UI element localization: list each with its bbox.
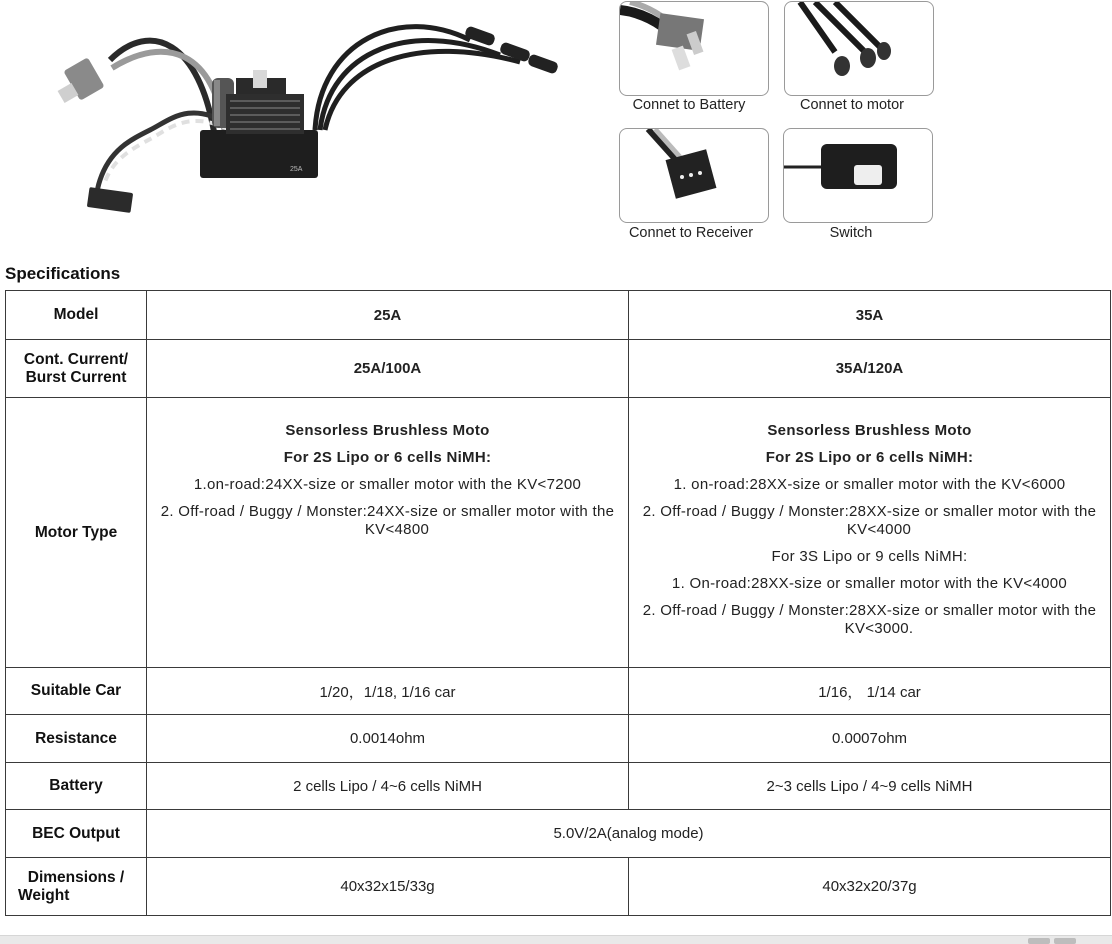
table-row-dimensions [6, 858, 1111, 916]
esc-illustration-icon [0, 0, 600, 250]
table-row-model [6, 291, 1111, 340]
dimensions-35a: 40x32x20/37g [629, 858, 1111, 916]
battery-25a: 2 cells Lipo / 4~6 cells NiMH [147, 763, 629, 810]
suitable-car-label: Suitable Car [6, 668, 147, 715]
model-25a: 25A [147, 291, 629, 340]
resistance-25a: 0.0014ohm [147, 715, 629, 763]
specifications-table [5, 290, 1111, 916]
table-row-bec-output [6, 810, 1111, 858]
table-row-suitable-car [6, 668, 1111, 715]
bec-output-label: BEC Output [6, 810, 147, 858]
resistance-label: Resistance [6, 715, 147, 763]
suitable-car-25a: 1/20，1/18, 1/16 car [147, 668, 629, 715]
scroll-button-right[interactable] [1054, 938, 1076, 944]
current-label [6, 340, 147, 398]
current-label-line1: Cont. Current/ [23, 350, 129, 368]
table-row-resistance [6, 715, 1111, 763]
dimensions-label [6, 858, 147, 916]
suitable-car-35a: 1/16， 1/14 car [629, 668, 1111, 715]
resistance-35a: 0.0007ohm [629, 715, 1111, 763]
motor-item: 2. Off-road / Buggy / Monster:28XX-size or smaller motor with the KV<3000. [642, 602, 1097, 637]
receiver-connector-caption: Connet to Receiver [628, 225, 754, 241]
motor-type-35a [629, 398, 1111, 668]
motor-item: 2. Off-road / Buggy / Monster:28XX-size or smaller motor with the KV<4000 [642, 503, 1097, 538]
motor-item: 1. On-road:28XX-size or smaller motor with the KV<4000 [671, 575, 1068, 592]
switch-thumbnail [783, 128, 933, 223]
motor-connector-caption: Connet to motor [800, 97, 904, 113]
receiver-servo-plug-icon [620, 129, 768, 222]
svg-text:25A: 25A [290, 166, 303, 173]
motor-type-25a [147, 398, 629, 668]
battery-plug-icon [620, 2, 768, 95]
battery-connector-thumbnail [619, 1, 769, 96]
table-row-battery [6, 763, 1111, 810]
motor-item: 2. Off-road / Buggy / Monster:24XX-size or smaller motor with the KV<4800 [160, 503, 615, 538]
dimensions-25a: 40x32x15/33g [147, 858, 629, 916]
receiver-connector-thumbnail [619, 128, 769, 223]
model-label: Model [6, 291, 147, 340]
model-35a: 35A [629, 291, 1111, 340]
scroll-button-left[interactable] [1028, 938, 1050, 944]
switch-caption: Switch [829, 225, 873, 241]
motor-title: Sensorless Brushless Moto [767, 422, 972, 439]
motor-bullet-connectors-icon [785, 2, 933, 95]
specifications-heading: Specifications [5, 264, 121, 283]
motor-title: Sensorless Brushless Moto [285, 422, 490, 439]
motor-connector-thumbnail [784, 1, 934, 96]
motor-type-label: Motor Type [6, 398, 147, 668]
current-35a: 35A/120A [629, 340, 1111, 398]
battery-connector-caption: Connet to Battery [632, 97, 746, 113]
bec-output-value: 5.0V/2A(analog mode) [147, 810, 1111, 858]
motor-item: 1. on-road:28XX-size or smaller motor with the KV<6000 [673, 476, 1066, 493]
esc-product-image [0, 0, 600, 250]
dimensions-label-line1: Dimensions / [27, 868, 125, 886]
battery-35a: 2~3 cells Lipo / 4~9 cells NiMH [629, 763, 1111, 810]
motor-group-heading: For 2S Lipo or 6 cells NiMH: [765, 449, 974, 466]
table-row-current [6, 340, 1111, 398]
power-switch-icon [784, 129, 932, 222]
current-25a: 25A/100A [147, 340, 629, 398]
motor-item: 1.on-road:24XX-size or smaller motor with the KV<7200 [193, 476, 582, 493]
motor-group-heading: For 2S Lipo or 6 cells NiMH: [283, 449, 492, 466]
battery-label: Battery [6, 763, 147, 810]
current-label-line2: Burst Current [25, 368, 127, 386]
motor-group-heading: For 3S Lipo or 9 cells NiMH: [771, 548, 968, 565]
table-row-motor-type [6, 398, 1111, 668]
dimensions-label-line2: Weight [18, 886, 70, 904]
